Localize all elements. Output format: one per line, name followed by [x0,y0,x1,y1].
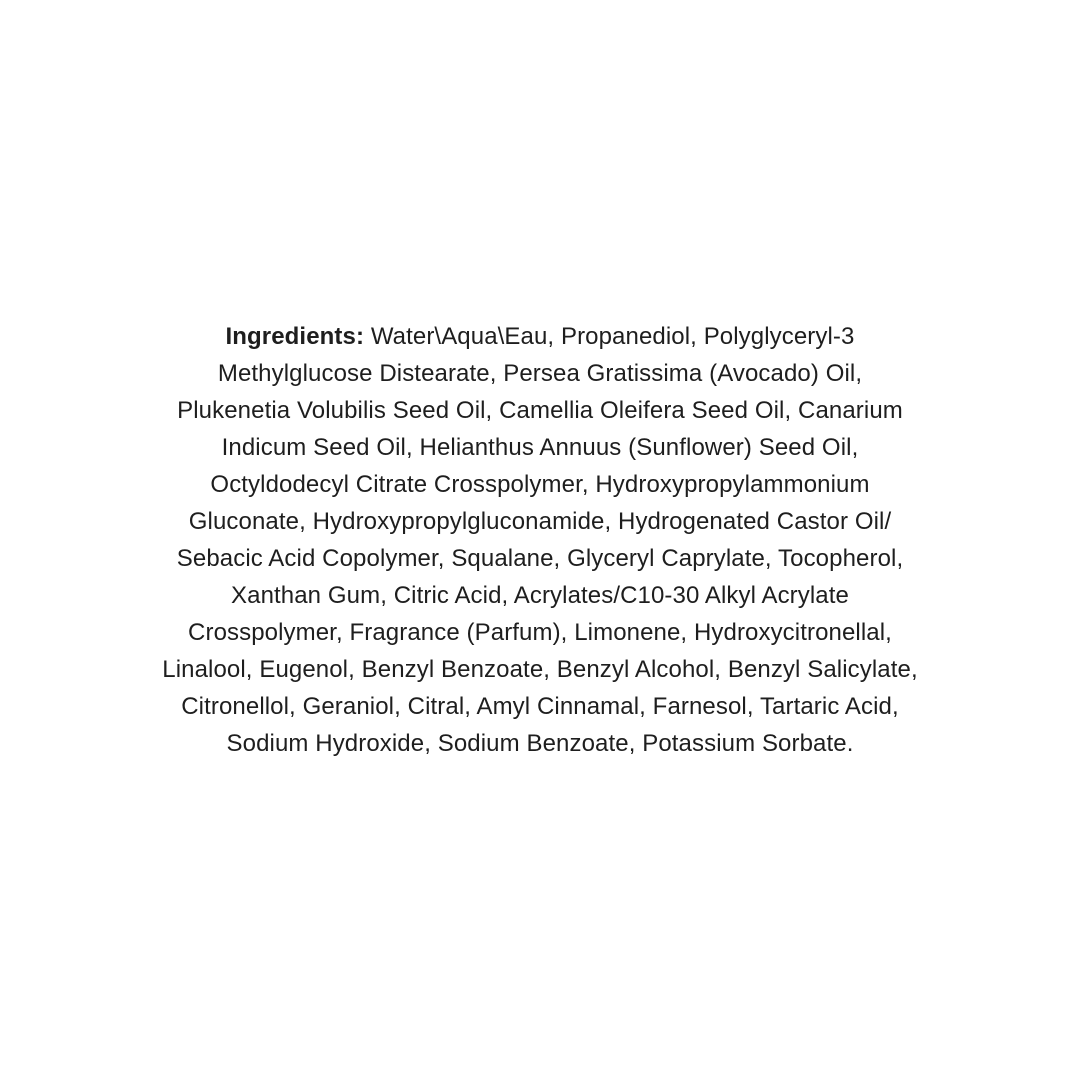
ingredients-line: Methylglucose Distearate, Persea Gratissima (Avocado) Oil, [217,360,863,387]
ingredients-line: Xanthan Gum, Citric Acid, Acrylates/C10-30 Alkyl Acrylate [231,582,849,609]
ingredients-line: Sebacic Acid Copolymer, Squalane, Glyceryl Caprylate, Tocopherol, [176,545,904,572]
ingredients-line: Crosspolymer, Fragrance (Parfum), Limonene, Hydroxycitronellal, [188,619,892,646]
ingredients-line: Citronellol, Geraniol, Citral, Amyl Cinnamal, Farnesol, Tartaric Acid, [181,693,899,720]
ingredients-line: Indicum Seed Oil, Helianthus Annuus (Sunflower) Seed Oil, [221,434,859,461]
ingredients-line: Linalool, Eugenol, Benzyl Benzoate, Benzyl Alcohol, Benzyl Salicylate, [162,656,918,683]
ingredients-line: Octyldodecyl Citrate Crosspolymer, Hydroxypropylammonium [210,471,870,498]
ingredients-line: Gluconate, Hydroxypropylgluconamide, Hydrogenated Castor Oil/ [188,508,892,535]
ingredients-line: Sodium Hydroxide, Sodium Benzoate, Potassium Sorbate. [226,730,854,757]
ingredients-text-block [90,318,990,762]
ingredients-line: Ingredients: Water\Aqua\Eau, Propanediol, Polyglyceryl-3 [225,323,855,350]
ingredients-line: Plukenetia Volubilis Seed Oil, Camellia Oleifera Seed Oil, Canarium [177,397,903,424]
ingredients-label: Ingredients: [225,323,365,350]
